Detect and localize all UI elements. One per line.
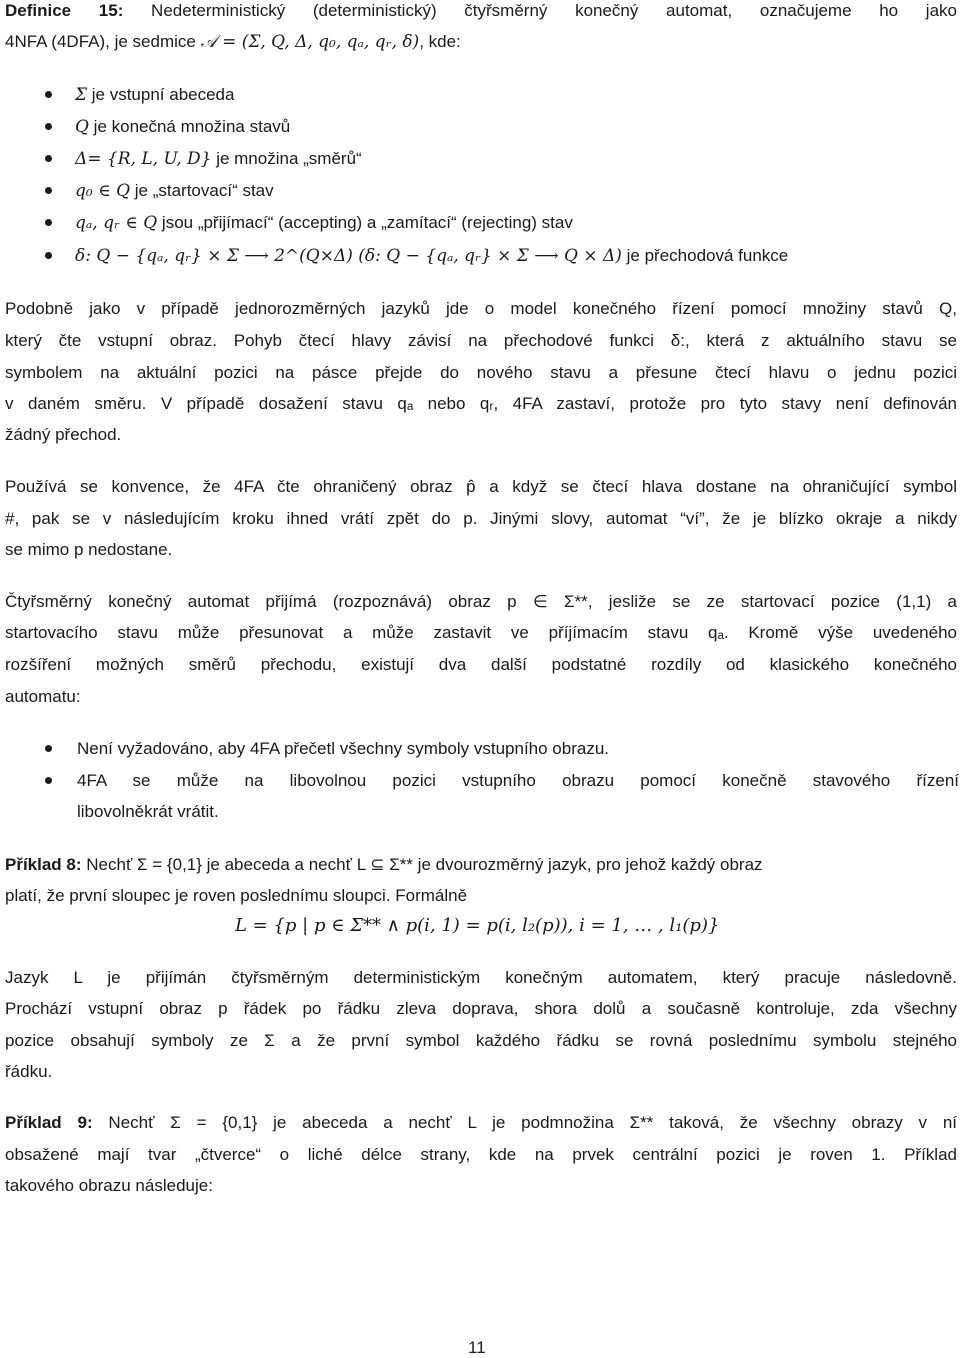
list-item-transition-function: δ: Q − {qₐ, qᵣ} × Σ ⟶ 2^(Q×Δ) (δ: Q − {qₐ, qᵣ} × Σ ⟶ Q × Δ) je přechodová funkce [75, 246, 789, 266]
paragraph-line: startovacího stavu může přesunovat a může zastavit ve příjímacím stavu qₐ. Kromě výše uvedeného [5, 623, 957, 642]
paragraph-line: řádku. [5, 1062, 53, 1081]
paragraph-line: Čtyřsměrný konečný automat přijímá (rozpoznává) obraz p ∈ Σ**, jesliže se ze startovací pozice (1,1) a [5, 592, 957, 611]
paragraph-line: #, pak se v následujícím kroku ihned vrátí zpět do p. Jinými slovy, automat “ví”, že je blízko okraje a nikdy [5, 509, 957, 528]
paragraph-line: rozšíření možných směrů přechodu, existují dva další podstatné rozdíly od klasického konečného [5, 655, 957, 674]
paragraph-line: automatu: [5, 687, 81, 706]
bullet-icon [45, 123, 52, 130]
definition-label: Definice 15: [5, 1, 124, 20]
definition-15-line-1: Definice 15: Nedeterministický (deterministický) čtyřsměrný konečný automat, označujeme ho jako [5, 1, 957, 20]
example-9-line-2: obsažené mají tvar „čtverce“ o liché délce strany, kde na prvek centrální pozici je roven 1. Příklad [5, 1145, 957, 1164]
paragraph-line: se mimo p nedostane. [5, 540, 173, 559]
list-item: 4FA se může na libovolnou pozici vstupního obrazu pomocí konečně stavového řízení [77, 771, 959, 790]
list-item: q₀ ∈ Q je „startovací“ stav [75, 181, 274, 201]
paragraph-line: symbolem na aktuální pozici na pásce přejde do nového stavu a přesune čtecí hlavu o jednu pozici [5, 363, 957, 382]
list-item: Není vyžadováno, aby 4FA přečetl všechny symboly vstupního obrazu. [77, 739, 610, 758]
list-item: Δ= {R, L, U, D} je množina „směrů“ [75, 149, 362, 169]
list-item: qₐ, qᵣ ∈ Q jsou „přijímací“ (accepting) a „zamítací“ (rejecting) stav [75, 213, 573, 233]
example-8-line-2: platí, že první sloupec je roven poslednímu sloupci. Formálně [5, 886, 468, 905]
bullet-icon [45, 187, 52, 194]
list-item: Q je konečná množina stavů [75, 117, 291, 137]
example-8-line-1: Příklad 8: Nechť Σ = {0,1} je abeceda a nechť L ⊆ Σ** je dvourozměrný jazyk, pro jehož každý obraz [5, 855, 763, 874]
paragraph-line: Prochází vstupní obraz p řádek po řádku zleva doprava, shora dolů a současně kontroluje, zda všechny [5, 999, 957, 1018]
bullet-icon [45, 219, 52, 226]
language-formula: L = {p | p ∈ Σ** ∧ p(i, 1) = p(i, l₂(p)), i = 1, … , l₁(p)} [235, 915, 720, 936]
paragraph-line: který čte vstupní obraz. Pohyb čtecí hlavy závisí na přechodové funkci δ:, která z aktuálního stavu se [5, 331, 957, 350]
bullet-icon [45, 155, 52, 162]
list-item-continuation: libovolněkrát vrátit. [77, 802, 219, 821]
example-label: Příklad 9: [5, 1113, 93, 1132]
definition-15-line-2: 4NFA (4DFA), je sedmice 𝒜 = (Σ, Q, Δ, q₀, qₐ, qᵣ, δ), kde: [5, 32, 461, 52]
paragraph-line: žádný přechod. [5, 425, 122, 444]
paragraph-line: v daném směru. V případě dosažení stavu qₐ nebo qᵣ, 4FA zastaví, protože pro tyto stavy není definován [5, 394, 957, 413]
list-item: Σ je vstupní abeceda [75, 85, 235, 105]
paragraph-line: pozice obsahují symboly ze Σ a že první symbol každého řádku se rovná poslednímu symbolu stejného [5, 1031, 957, 1050]
bullet-icon [45, 252, 52, 259]
automaton-tuple: 𝒜 = (Σ, Q, Δ, q₀, qₐ, qᵣ, δ) [200, 32, 420, 52]
bullet-icon [45, 91, 52, 98]
paragraph-line: Jazyk L je přijímán čtyřsměrným deterministickým konečným automatem, který pracuje následovně. [5, 968, 957, 987]
paragraph-line: Používá se konvence, že 4FA čte ohraničený obraz p̂ a když se čtecí hlava dostane na ohraničující symbol [5, 477, 957, 496]
example-label: Příklad 8: [5, 855, 82, 874]
bullet-icon [45, 777, 52, 784]
example-9-line-3: takového obrazu následuje: [5, 1176, 213, 1195]
page-number: 11 [468, 1338, 486, 1357]
paragraph-line: Podobně jako v případě jednorozměrných jazyků jde o model konečného řízení pomocí množiny stavů Q, [5, 299, 957, 318]
bullet-icon [45, 745, 52, 752]
example-9-line-1: Příklad 9: Nechť Σ = {0,1} je abeceda a nechť L je podmnožina Σ** taková, že všechny obrazy v ní [5, 1113, 957, 1132]
